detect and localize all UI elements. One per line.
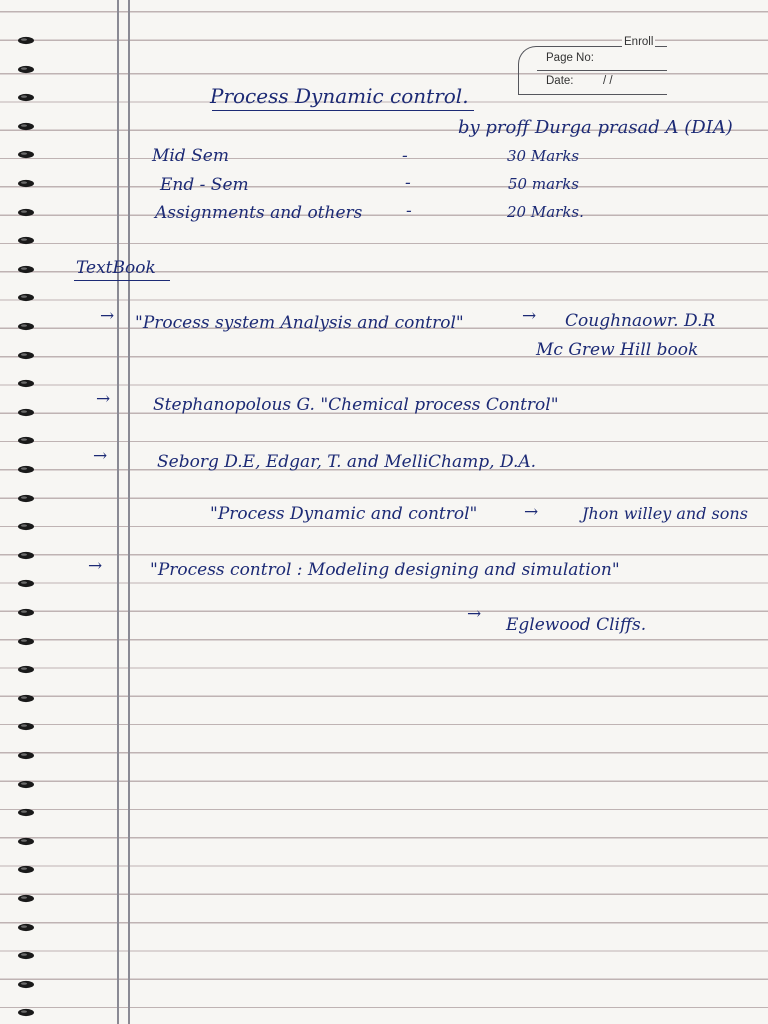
spiral-ring xyxy=(17,665,39,674)
marks-value: 20 Marks. xyxy=(507,203,584,221)
spiral-ring xyxy=(17,694,39,703)
spiral-ring xyxy=(17,465,39,474)
book-title: "Process control : Modeling designing and simulation" xyxy=(150,560,620,580)
bullet-arrow: → xyxy=(88,556,103,576)
spiral-ring xyxy=(17,208,39,217)
marks-component: Mid Sem xyxy=(152,146,229,166)
spiral-ring xyxy=(17,808,39,817)
enroll-label: Enroll xyxy=(624,36,654,48)
spiral-ring xyxy=(17,36,39,45)
reference-arrow: → xyxy=(522,306,537,326)
title-underline xyxy=(212,110,474,111)
spiral-ring xyxy=(17,379,39,388)
spiral-ring xyxy=(17,236,39,245)
spiral-ring xyxy=(17,150,39,159)
spiral-ring xyxy=(17,951,39,960)
box-divider xyxy=(537,70,667,71)
spiral-ring xyxy=(17,751,39,760)
book-publisher: Jhon willey and sons xyxy=(582,504,748,523)
spiral-ring xyxy=(17,436,39,445)
spiral-ring xyxy=(17,322,39,331)
page-title: Process Dynamic control. xyxy=(210,84,469,108)
page-no-label: Page No: xyxy=(546,52,594,64)
spiral-ring xyxy=(17,722,39,731)
spiral-ring xyxy=(17,93,39,102)
spiral-ring xyxy=(17,179,39,188)
reference-arrow: → xyxy=(524,502,539,522)
bullet-arrow: → xyxy=(93,446,108,466)
marks-component: End - Sem xyxy=(160,175,249,195)
marks-component: Assignments and others xyxy=(155,203,363,223)
textbook-underline xyxy=(74,280,170,281)
page-date-box xyxy=(518,46,667,95)
author-line: by proff Durga prasad A (DIA) xyxy=(458,117,733,138)
spiral-ring xyxy=(17,522,39,531)
book-subtitle: "Process Dynamic and control" xyxy=(210,504,478,524)
marks-value: 50 marks xyxy=(508,175,579,193)
spiral-ring xyxy=(17,894,39,903)
marks-dash: - xyxy=(406,201,412,221)
spiral-ring xyxy=(17,780,39,789)
spiral-ring xyxy=(17,65,39,74)
spiral-ring xyxy=(17,579,39,588)
spiral-ring xyxy=(17,408,39,417)
spiral-ring xyxy=(17,980,39,989)
margin-line xyxy=(117,0,119,1024)
book-title: Stephanopolous G. "Chemical process Control" xyxy=(153,395,559,415)
date-value: / / xyxy=(603,75,613,87)
spiral-ring xyxy=(17,351,39,360)
book-title: "Process system Analysis and control" xyxy=(135,313,464,333)
marks-dash: - xyxy=(405,173,411,193)
spiral-ring xyxy=(17,865,39,874)
date-label: Date: xyxy=(546,75,574,87)
bullet-arrow: → xyxy=(100,306,115,326)
book-publisher: Mc Grew Hill book xyxy=(536,340,699,360)
reference-arrow: → xyxy=(467,604,482,624)
spiral-ring xyxy=(17,1008,39,1017)
book-title: Seborg D.E, Edgar, T. and MelliChamp, D.A. xyxy=(157,452,537,472)
spiral-ring xyxy=(17,837,39,846)
spiral-ring xyxy=(17,494,39,503)
spiral-ring xyxy=(17,293,39,302)
spiral-ring xyxy=(17,122,39,131)
book-publisher: Eglewood Cliffs. xyxy=(506,615,647,635)
bullet-arrow: → xyxy=(96,389,111,409)
marks-dash: - xyxy=(402,146,408,166)
margin-line xyxy=(128,0,130,1024)
spiral-ring xyxy=(17,923,39,932)
book-author: Coughnaowr. D.R xyxy=(565,311,716,331)
spiral-ring xyxy=(17,265,39,274)
spiral-ring xyxy=(17,608,39,617)
spiral-ring xyxy=(17,637,39,646)
marks-value: 30 Marks xyxy=(507,147,580,165)
spiral-ring xyxy=(17,551,39,560)
textbook-heading: TextBook xyxy=(76,258,156,278)
